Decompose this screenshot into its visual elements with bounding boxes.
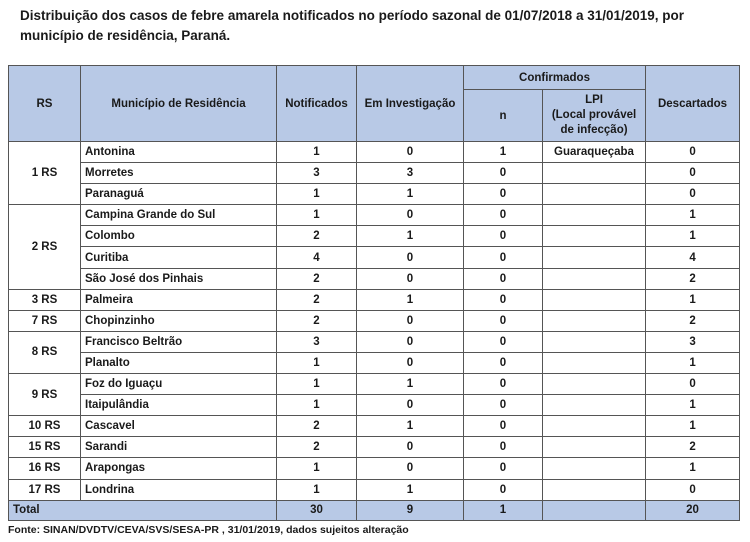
descartados-cell: 2 xyxy=(646,268,740,289)
descartados-cell: 0 xyxy=(646,184,740,205)
notificados-cell: 2 xyxy=(277,268,357,289)
table-row xyxy=(9,184,740,205)
notificados-cell: 1 xyxy=(277,395,357,416)
descartados-cell: 3 xyxy=(646,331,740,352)
investigacao-cell: 0 xyxy=(357,352,464,373)
municipio-cell: Palmeira xyxy=(81,289,277,310)
descartados-cell: 1 xyxy=(646,416,740,437)
lpi-cell xyxy=(543,310,646,331)
confirmados-n-cell: 0 xyxy=(464,458,543,479)
notificados-cell: 1 xyxy=(277,374,357,395)
lpi-cell xyxy=(543,289,646,310)
table-body xyxy=(9,142,740,501)
investigacao-cell: 3 xyxy=(357,163,464,184)
lpi-cell xyxy=(543,416,646,437)
notificados-cell: 1 xyxy=(277,352,357,373)
notificados-cell: 1 xyxy=(277,205,357,226)
confirmados-n-cell: 0 xyxy=(464,289,543,310)
descartados-cell: 0 xyxy=(646,163,740,184)
rs-cell: 2 RS xyxy=(9,205,81,289)
total-label: Total xyxy=(9,500,277,520)
table-row xyxy=(9,331,740,352)
header-notificados: Notificados xyxy=(277,66,357,142)
header-rs: RS xyxy=(9,66,81,142)
descartados-cell: 2 xyxy=(646,310,740,331)
municipio-cell: Sarandi xyxy=(81,437,277,458)
lpi-cell xyxy=(543,163,646,184)
confirmados-n-cell: 0 xyxy=(464,310,543,331)
header-confirmados: Confirmados xyxy=(464,66,646,90)
table-row xyxy=(9,416,740,437)
header-descartados: Descartados xyxy=(646,66,740,142)
table-row xyxy=(9,479,740,500)
confirmados-n-cell: 0 xyxy=(464,395,543,416)
municipio-cell: Itaipulândia xyxy=(81,395,277,416)
descartados-cell: 1 xyxy=(646,395,740,416)
municipio-cell: São José dos Pinhais xyxy=(81,268,277,289)
rs-cell: 7 RS xyxy=(9,310,81,331)
header-lpi xyxy=(543,90,646,142)
confirmados-n-cell: 0 xyxy=(464,247,543,268)
municipio-cell: Campina Grande do Sul xyxy=(81,205,277,226)
notificados-cell: 1 xyxy=(277,142,357,163)
lpi-cell xyxy=(543,479,646,500)
total-row xyxy=(9,500,740,520)
title-line-1: Distribuição dos casos de febre amarela notificados no período sazonal de 01/07/2018 a 31/01/2019, por xyxy=(20,8,685,23)
rs-cell: 8 RS xyxy=(9,331,81,373)
municipio-cell: Colombo xyxy=(81,226,277,247)
descartados-cell: 1 xyxy=(646,289,740,310)
lpi-cell xyxy=(543,374,646,395)
confirmados-n-cell: 0 xyxy=(464,226,543,247)
investigacao-cell: 0 xyxy=(357,205,464,226)
descartados-cell: 2 xyxy=(646,437,740,458)
investigacao-cell: 1 xyxy=(357,226,464,247)
table-row xyxy=(9,142,740,163)
header-n: n xyxy=(464,90,543,142)
investigacao-cell: 1 xyxy=(357,289,464,310)
total-investigacao: 9 xyxy=(357,500,464,520)
investigacao-cell: 1 xyxy=(357,479,464,500)
municipio-cell: Francisco Beltrão xyxy=(81,331,277,352)
table-row xyxy=(9,205,740,226)
rs-cell: 16 RS xyxy=(9,458,81,479)
lpi-cell: Guaraqueçaba xyxy=(543,142,646,163)
document-title xyxy=(20,6,750,46)
municipio-cell: Morretes xyxy=(81,163,277,184)
notificados-cell: 2 xyxy=(277,226,357,247)
notificados-cell: 2 xyxy=(277,416,357,437)
confirmados-n-cell: 1 xyxy=(464,142,543,163)
confirmados-n-cell: 0 xyxy=(464,437,543,458)
municipio-cell: Arapongas xyxy=(81,458,277,479)
municipio-cell: Cascavel xyxy=(81,416,277,437)
confirmados-n-cell: 0 xyxy=(464,268,543,289)
table-row xyxy=(9,395,740,416)
municipio-cell: Curitiba xyxy=(81,247,277,268)
notificados-cell: 1 xyxy=(277,458,357,479)
confirmados-n-cell: 0 xyxy=(464,374,543,395)
descartados-cell: 1 xyxy=(646,352,740,373)
descartados-cell: 4 xyxy=(646,247,740,268)
total-n: 1 xyxy=(464,500,543,520)
investigacao-cell: 0 xyxy=(357,437,464,458)
table-row xyxy=(9,163,740,184)
table-row xyxy=(9,268,740,289)
notificados-cell: 3 xyxy=(277,163,357,184)
municipio-cell: Chopinzinho xyxy=(81,310,277,331)
notificados-cell: 2 xyxy=(277,437,357,458)
lpi-cell xyxy=(543,352,646,373)
header-lpi-line-2: (Local provável xyxy=(551,109,637,121)
table-row xyxy=(9,226,740,247)
confirmados-n-cell: 0 xyxy=(464,352,543,373)
cases-table xyxy=(8,65,740,521)
confirmados-n-cell: 0 xyxy=(464,479,543,500)
descartados-cell: 0 xyxy=(646,142,740,163)
descartados-cell: 1 xyxy=(646,458,740,479)
investigacao-cell: 0 xyxy=(357,331,464,352)
descartados-cell: 1 xyxy=(646,226,740,247)
rs-cell: 3 RS xyxy=(9,289,81,310)
lpi-cell xyxy=(543,226,646,247)
rs-cell: 17 RS xyxy=(9,479,81,500)
investigacao-cell: 0 xyxy=(357,310,464,331)
rs-cell: 1 RS xyxy=(9,142,81,205)
descartados-cell: 1 xyxy=(646,205,740,226)
lpi-cell xyxy=(543,395,646,416)
lpi-cell xyxy=(543,247,646,268)
descartados-cell: 0 xyxy=(646,479,740,500)
confirmados-n-cell: 0 xyxy=(464,416,543,437)
table-row xyxy=(9,437,740,458)
investigacao-cell: 0 xyxy=(357,268,464,289)
header-investigacao: Em Investigação xyxy=(357,66,464,142)
investigacao-cell: 0 xyxy=(357,395,464,416)
title-line-2: município de residência, Paraná. xyxy=(20,28,231,43)
table-row xyxy=(9,289,740,310)
notificados-cell: 2 xyxy=(277,310,357,331)
table-row xyxy=(9,247,740,268)
lpi-cell xyxy=(543,331,646,352)
investigacao-cell: 0 xyxy=(357,142,464,163)
lpi-cell xyxy=(543,184,646,205)
investigacao-cell: 0 xyxy=(357,247,464,268)
source-note: Fonte: SINAN/DVDTV/CEVA/SVS/SESA-PR , 31/01/2019, dados sujeitos alteração xyxy=(8,524,409,536)
confirmados-n-cell: 0 xyxy=(464,163,543,184)
notificados-cell: 4 xyxy=(277,247,357,268)
total-descartados: 20 xyxy=(646,500,740,520)
rs-cell: 15 RS xyxy=(9,437,81,458)
municipio-cell: Foz do Iguaçu xyxy=(81,374,277,395)
lpi-cell xyxy=(543,458,646,479)
table-row xyxy=(9,352,740,373)
municipio-cell: Planalto xyxy=(81,352,277,373)
header-lpi-line-1: LPI xyxy=(585,94,603,106)
municipio-cell: Londrina xyxy=(81,479,277,500)
rs-cell: 10 RS xyxy=(9,416,81,437)
confirmados-n-cell: 0 xyxy=(464,331,543,352)
lpi-cell xyxy=(543,268,646,289)
total-notificados: 30 xyxy=(277,500,357,520)
investigacao-cell: 1 xyxy=(357,184,464,205)
header-lpi-line-3: de infecção) xyxy=(560,124,628,136)
notificados-cell: 1 xyxy=(277,479,357,500)
lpi-cell xyxy=(543,205,646,226)
table-row xyxy=(9,310,740,331)
municipio-cell: Antonina xyxy=(81,142,277,163)
total-lpi xyxy=(543,500,646,520)
investigacao-cell: 1 xyxy=(357,374,464,395)
table-row xyxy=(9,374,740,395)
confirmados-n-cell: 0 xyxy=(464,184,543,205)
descartados-cell: 0 xyxy=(646,374,740,395)
investigacao-cell: 0 xyxy=(357,458,464,479)
rs-cell: 9 RS xyxy=(9,374,81,416)
municipio-cell: Paranaguá xyxy=(81,184,277,205)
notificados-cell: 1 xyxy=(277,184,357,205)
notificados-cell: 3 xyxy=(277,331,357,352)
table-row xyxy=(9,458,740,479)
header-municipio: Município de Residência xyxy=(81,66,277,142)
confirmados-n-cell: 0 xyxy=(464,205,543,226)
investigacao-cell: 1 xyxy=(357,416,464,437)
notificados-cell: 2 xyxy=(277,289,357,310)
lpi-cell xyxy=(543,437,646,458)
